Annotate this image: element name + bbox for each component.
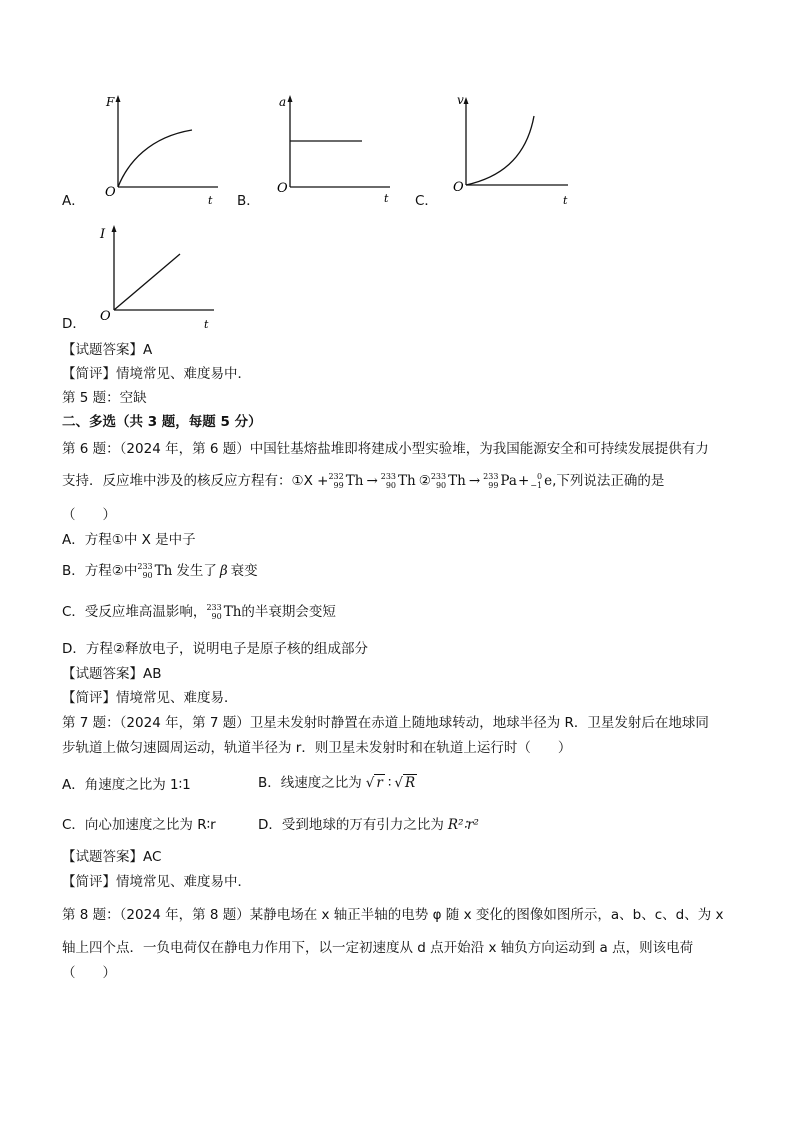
section-heading: 二、多选（共 3 题，每题 5 分） [62, 414, 262, 430]
graph-d-current-time [96, 222, 221, 332]
graph-c-y-label: v [457, 93, 464, 107]
graph-a-x-label: t [208, 194, 213, 207]
beta-symbol: β [219, 563, 228, 579]
nuclide-th232-scripts [328, 472, 343, 490]
q6-blank: （ ） [62, 507, 116, 523]
e-symbol: e [544, 473, 553, 489]
q6-option-c-symbol: Th [223, 604, 242, 620]
q5-note: 第 5 题：空缺 [62, 390, 147, 406]
q7-option-d [258, 816, 479, 834]
q8-stem-line2: 轴上四个点．一负电荷仅在静电力作用下，以一定初速度从 d 点开始沿 x 轴负方向运动到 a 点，则该电荷 [62, 940, 694, 956]
graph-d-origin: O [100, 309, 111, 324]
pa-atomic: 99 [488, 481, 499, 490]
q7-stem-line2: 步轨道上做匀速圆周运动，轨道半径为 r．则卫星未发射时和在轨道上运行时（ ） [62, 740, 572, 756]
q7-option-a: A．角速度之比为 1∶1 [62, 777, 191, 793]
graph-c-x-label: t [563, 194, 568, 207]
nuclide-th233-scripts [381, 472, 396, 490]
option-a-label: A． [62, 193, 85, 209]
nuclide-th233b-scripts: 233 90 [430, 472, 447, 490]
q6-option-b-symbol: Th [154, 563, 173, 579]
q6-comment: 【简评】情境常见、难度易． [62, 690, 238, 706]
graph-c-velocity-time [448, 90, 573, 207]
q6-option-b-prefix: B．方程②中 [62, 563, 138, 579]
th232-atomic: 99 [333, 481, 344, 490]
pa-symbol: Pa [500, 473, 517, 489]
q5-answer: 【试题答案】A [62, 342, 153, 358]
option-d-label: D． [62, 316, 86, 332]
e-atomic: −1 [530, 481, 543, 490]
arrow-1: → [366, 473, 378, 489]
ratio-colon: ∶ [387, 775, 392, 791]
q7-option-b-prefix: B．线速度之比为 [258, 775, 362, 791]
graph-a-force-time [100, 92, 225, 207]
electron-scripts [530, 472, 542, 490]
q6-option-a: A．方程①中 X 是中子 [62, 532, 196, 548]
q6-option-b-end: 衰变 [230, 563, 258, 579]
q6-option-d: D．方程②释放电子，说明电子是原子核的组成部分 [62, 641, 368, 657]
th233-symbol: Th [398, 473, 416, 489]
th233-atomic: 90 [385, 481, 397, 490]
sqrt-r-icon: √ r [365, 775, 383, 791]
nuclide-pa-scripts [483, 472, 498, 490]
q7-answer: 【试题答案】AC [62, 849, 162, 865]
q6-stem-tail: ,下列说法正确的是 [552, 473, 665, 489]
q5-comment: 【简评】情境常见、难度易中． [62, 366, 251, 382]
graph-d-y-label: I [100, 227, 106, 242]
q7-option-d-expr: R²∶r² [447, 817, 479, 833]
th232-symbol: Th [345, 473, 364, 489]
sqrt-r-value: r [376, 775, 383, 791]
q6-option-b [62, 562, 258, 580]
pa-mass: 233 [483, 472, 499, 481]
option-b-label: B． [237, 193, 260, 209]
graph-c-origin: O [453, 180, 464, 195]
option-c-label: C． [415, 193, 438, 209]
q6-option-c-prefix: C．受反应堆高温影响， [62, 604, 207, 620]
q6-stem-prefix: 支持．反应堆中涉及的核反应方程有：①X + [62, 473, 329, 489]
q6-stem-line2 [62, 472, 664, 490]
sqrt-R-icon: √ R [394, 775, 416, 791]
graph-b-x-label: t [384, 192, 389, 205]
q7-option-b [258, 774, 417, 792]
sqrt-R-value: R [404, 775, 416, 791]
th233b-symbol: Th [448, 473, 466, 489]
q6-option-c-suffix: 的半衰期会变短 [241, 604, 336, 620]
graph-a-origin: O [105, 185, 116, 200]
q8-blank: （ ） [62, 965, 116, 981]
graph-b-origin: O [277, 181, 288, 196]
q7-comment: 【简评】情境常见、难度易中． [62, 874, 251, 890]
graph-b-y-label: a [279, 95, 287, 109]
q6-option-c-nuclide-scripts: 233 90 [206, 603, 222, 621]
q8-stem-line1: 第 8 题：（2024 年，第 8 题）某静电场在 x 轴正半轴的电势 φ 随 x 变化的图像如图所示，a、b、c、d、为 x [62, 907, 724, 923]
arrow-2: → [468, 473, 481, 489]
eq2-label: ② [418, 473, 431, 489]
graph-d-x-label: t [204, 318, 209, 331]
q7-stem-line1: 第 7 题：（2024 年，第 7 题）卫星未发射时静置在赤道上随地球转动，地球半径为 R．卫星发射后在地球同 [62, 715, 709, 731]
q6-option-b-nuclide-scripts: 233 90 [137, 562, 153, 580]
th232-mass: 232 [328, 472, 344, 481]
q6-option-c [62, 603, 336, 621]
q7-option-d-prefix: D．受到地球的万有引力之比为 [258, 817, 444, 833]
e-mass: 0 [536, 472, 543, 481]
th233-mass: 233 [380, 472, 397, 481]
plus-sign: + [517, 473, 530, 489]
graph-b-acceleration-time [272, 92, 397, 207]
q6-stem-line1: 第 6 题：（2024 年，第 6 题）中国钍基熔盐堆即将建成小型实验堆，为我国能源安全和可持续发展提供有力 [62, 441, 709, 457]
q6-answer: 【试题答案】AB [62, 666, 162, 682]
graph-a-y-label: F [106, 95, 115, 109]
q6-option-b-suffix: 发生了 [176, 563, 217, 579]
q7-option-c: C．向心加速度之比为 R∶r [62, 817, 216, 833]
